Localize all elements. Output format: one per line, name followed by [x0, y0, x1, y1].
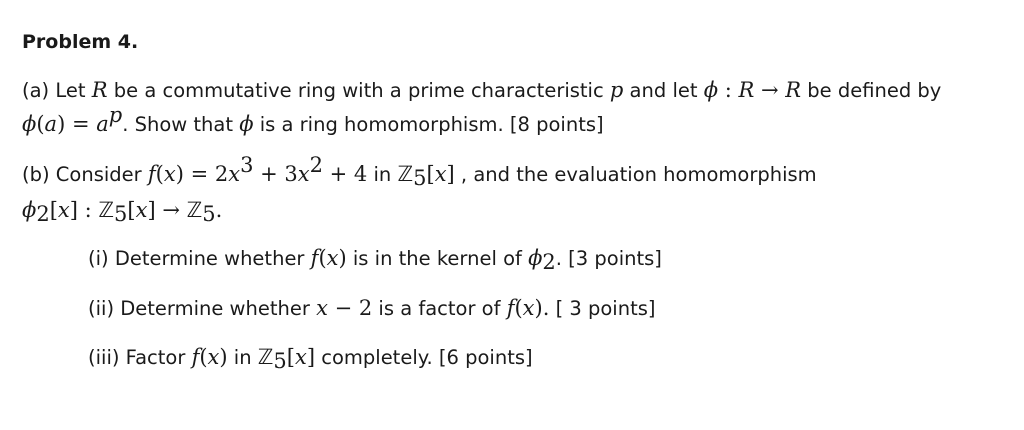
math-symbol: ] [147, 198, 156, 222]
math-symbol: ℤ [98, 198, 115, 222]
part-a-line-2 [22, 103, 604, 139]
math-symbol: x [295, 345, 307, 369]
part-iii-line [88, 343, 533, 372]
math-symbol: p [609, 78, 624, 102]
math-symbol: ). [534, 296, 550, 320]
text: is in the kernel of [346, 247, 529, 270]
part-b-line-1 [22, 153, 817, 190]
text: [ 3 points] [549, 297, 656, 320]
text: in [367, 163, 398, 186]
text: (b) Consider [22, 163, 148, 186]
math-subscript: 5 [413, 166, 427, 190]
math-symbol: [ [286, 345, 295, 369]
math-symbol: ℤ [186, 198, 203, 222]
math-subscript: 2 [542, 250, 556, 274]
text: . [3 points] [555, 247, 662, 270]
math-symbol: ϕ [528, 246, 543, 270]
math-subscript: 5 [273, 349, 287, 373]
math-symbol: R [91, 78, 108, 102]
math-symbol: f [191, 345, 200, 369]
math-symbol: R [785, 78, 802, 102]
math-symbol: [ [426, 162, 435, 186]
math-symbol: ( [199, 345, 208, 369]
math-symbol: ) [175, 162, 184, 186]
math-symbol: a [96, 112, 109, 136]
text: is a factor of [372, 297, 507, 320]
text: (a) Let [22, 79, 92, 102]
math-symbol: [ [127, 198, 136, 222]
math-symbol: f [310, 246, 319, 270]
text: and let [623, 79, 704, 102]
math-symbol: ( [155, 162, 164, 186]
part-a-line-1 [22, 76, 941, 105]
math-symbol: x [207, 345, 220, 369]
part-ii-line [88, 294, 656, 323]
math-subscript: 5 [114, 202, 128, 226]
text: . Show that [122, 113, 240, 136]
math-symbol: x [326, 246, 339, 270]
text: , and the evaluation homomorphism [454, 163, 817, 186]
math-symbol: → [754, 78, 786, 102]
math-symbol: ( [514, 296, 523, 320]
math-symbol: : [77, 198, 99, 222]
math-symbol: . [215, 198, 223, 222]
math-subscript: 5 [202, 202, 216, 226]
problem-title: Problem 4. [22, 31, 139, 53]
math-symbol: f [506, 296, 515, 320]
math-symbol: R [738, 78, 755, 102]
math-symbol: ) [219, 345, 228, 369]
math-exponent: 2 [309, 153, 323, 177]
math-symbol: : [718, 78, 739, 102]
math-symbol: ] [306, 345, 316, 369]
math-symbol: ϕ [239, 112, 254, 136]
math-symbol: ϕ [22, 198, 37, 222]
math-symbol: ( [318, 246, 327, 270]
math-symbol: ] [446, 162, 455, 186]
math-symbol: ℤ [257, 345, 274, 369]
math-symbol: x [434, 162, 447, 186]
text: in [227, 346, 258, 369]
math-symbol: x [135, 198, 148, 222]
math-symbol: ) [57, 112, 66, 136]
text: be a commutative ring with a prime characteristic [107, 79, 610, 102]
math-symbol: − 2 [327, 296, 373, 320]
math-symbol: + 4 [322, 162, 368, 186]
text: (ii) Determine whether [88, 297, 317, 320]
math-subscript: 2 [36, 202, 50, 226]
math-symbol: [ [49, 198, 58, 222]
math-symbol: = [65, 112, 97, 136]
math-symbol: ) [338, 246, 347, 270]
part-i-line [88, 244, 662, 273]
text: (iii) Factor [88, 346, 192, 369]
text: be defined by [801, 79, 942, 102]
math-symbol: a [44, 112, 58, 136]
math-symbol: f [147, 162, 156, 186]
math-symbol: x [316, 296, 328, 320]
math-exponent: p [108, 103, 123, 127]
math-symbol: ℤ [397, 162, 414, 186]
math-symbol: ( [36, 112, 45, 136]
math-symbol: x [522, 296, 535, 320]
math-symbol: x [228, 162, 241, 186]
text: (i) Determine whether [88, 247, 311, 270]
math-symbol: → [155, 198, 187, 222]
math-symbol: x [297, 162, 310, 186]
math-symbol: ϕ [703, 78, 719, 102]
text: completely. [6 points] [315, 346, 533, 369]
math-symbol: x [57, 198, 70, 222]
math-symbol: ϕ [22, 112, 37, 136]
text: is a ring homomorphism. [8 points] [253, 113, 604, 136]
math-symbol: = 2 [183, 162, 229, 186]
math-symbol: x [163, 162, 176, 186]
math-symbol: + 3 [253, 162, 298, 186]
part-b-line-2 [22, 196, 222, 225]
math-symbol: ] [69, 198, 78, 222]
math-exponent: 3 [240, 153, 254, 177]
